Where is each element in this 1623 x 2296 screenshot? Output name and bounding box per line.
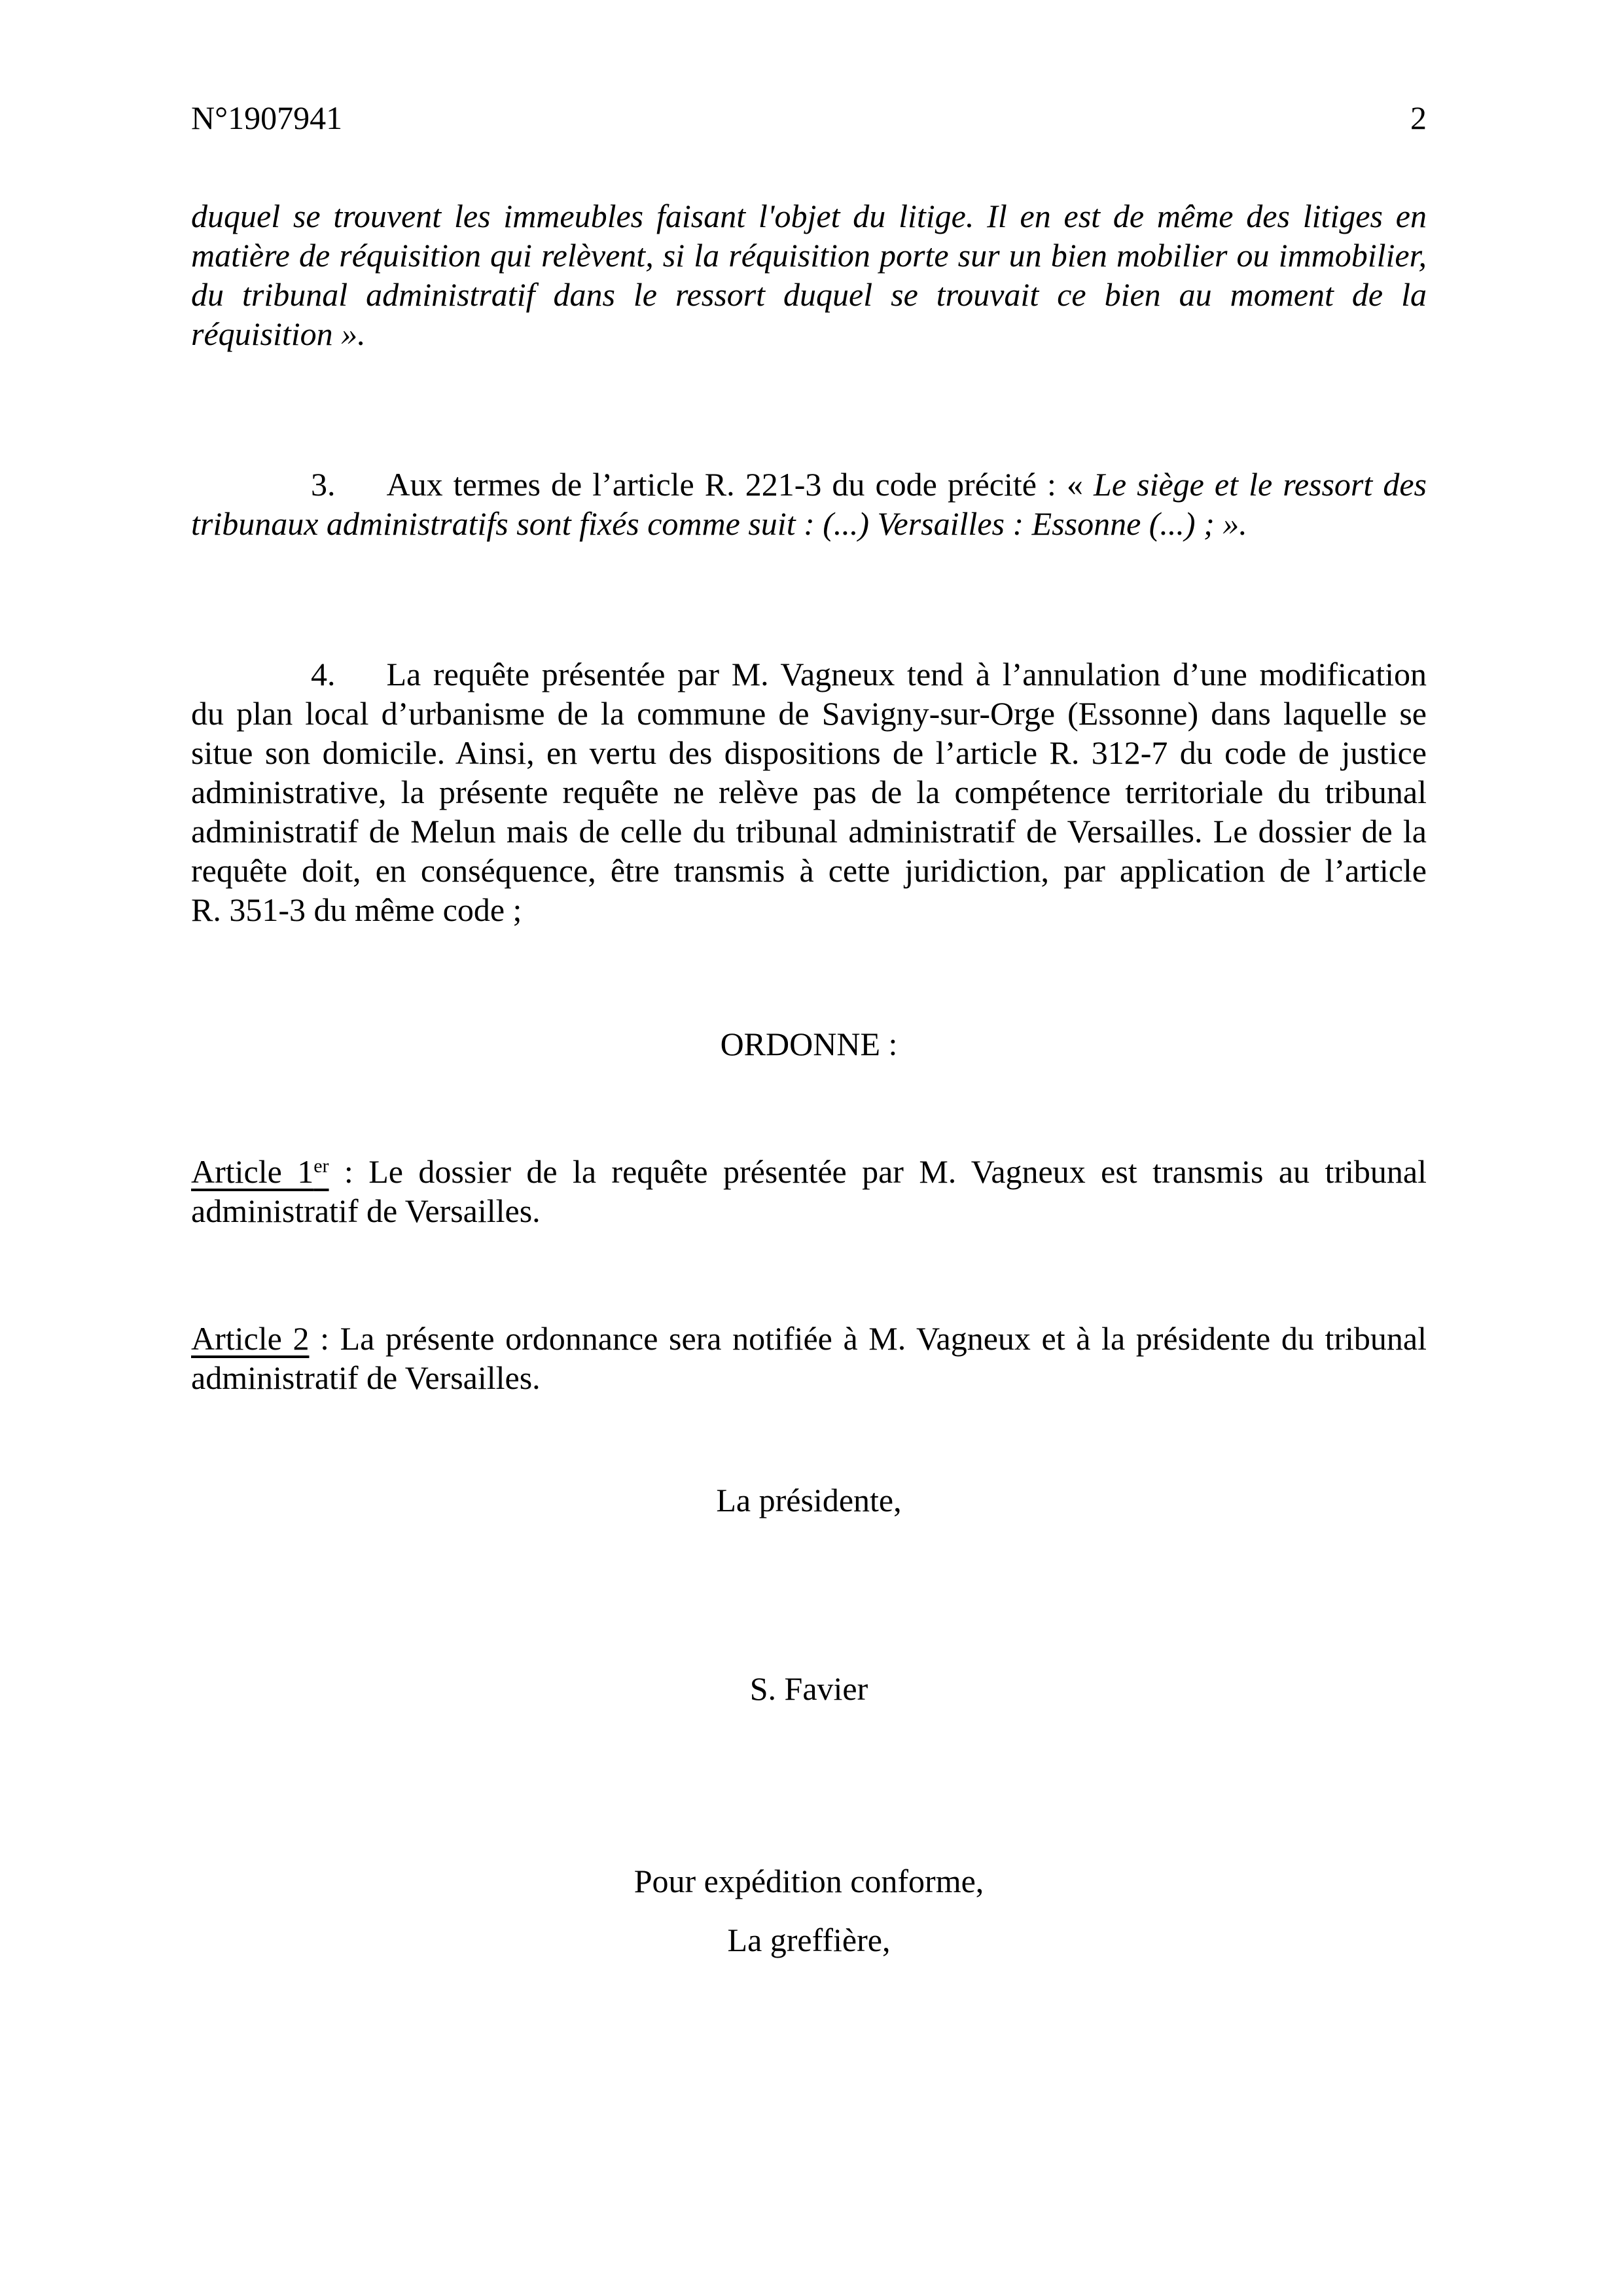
paragraph-line: administratif de Versailles. [191,1359,541,1396]
article-2-label: Article 2 [191,1320,310,1357]
article-1-text: : Le dossier de la requête présentée par M. Vagneux est transmis au tribunal [329,1153,1427,1190]
article-1-label-text: Article 1 [191,1153,314,1190]
paragraph-line: du plan local d’urbanisme de la commune de Savigny-sur-Orge (Essonne) dans laquelle se [191,695,1427,732]
paragraph-line: situe son domicile. Ainsi, en vertu des dispositions de l’article R. 312-7 du code de justice [191,734,1427,771]
paragraph-line: réquisition ». [191,315,366,352]
point-3-text: Aux termes de l’article R. 221-3 du code précité : « [386,466,1094,503]
paragraph-line: R. 351-3 du même code ; [191,891,522,928]
ordonne-heading: ORDONNE : [720,1026,898,1062]
paragraph-line [191,465,1427,504]
page-number: 2 [1410,99,1427,136]
point-number: 4. [311,656,336,692]
article-2-text: : La présente ordonnance sera notifiée à M. Vagneux et à la présidente du tribunal [309,1320,1427,1357]
article-2-paragraph [191,1319,1427,1397]
paragraph-line: requête doit, en conséquence, être transmis à cette juridiction, par application de l’article [191,852,1427,889]
paragraph-line [191,655,1427,694]
paragraph-line [191,1319,1427,1358]
point-4-text: La requête présentée par M. Vagneux tend à l’annulation d’une modification [386,656,1427,692]
paragraph-line: administratif de Melun mais de celle du tribunal administratif de Versailles. Le dossier de la [191,813,1427,850]
case-number: N°1907941 [191,99,343,136]
president-name: S. Favier [749,1670,868,1707]
article-1-paragraph [191,1152,1427,1230]
article-1-ordinal: er [313,1155,329,1177]
paragraph-line: matière de réquisition qui relèvent, si la réquisition porte sur un bien mobilier ou immobilier, [191,237,1427,274]
paragraph-line: du tribunal administratif dans le ressort duquel se trouvait ce bien au moment de la [191,276,1427,313]
point-number: 3. [311,466,336,503]
paragraph-line [191,1152,1427,1191]
paragraph-line: tribunaux administratifs sont fixés comme suit : (...) Versailles : Essonne (...) ; ». [191,505,1247,542]
point-3-paragraph [191,465,1427,543]
president-title: La présidente, [716,1482,902,1518]
quoted-statute-paragraph [191,196,1427,353]
paragraph-line: duquel se trouvent les immeubles faisant l'objet du litige. Il en est de même des litiges en [191,198,1427,234]
article-1-label [191,1153,329,1190]
paragraph-line: administratif de Versailles. [191,1193,541,1229]
clerk-title: La greffière, [727,1922,891,1958]
point-4-paragraph [191,655,1427,929]
paragraph-line: administrative, la présente requête ne relève pas de la compétence territoriale du tribunal [191,774,1427,810]
page-header [191,98,1427,137]
point-3-quote: Le siège et le ressort des [1094,466,1427,503]
certification-line: Pour expédition conforme, [633,1863,984,1899]
